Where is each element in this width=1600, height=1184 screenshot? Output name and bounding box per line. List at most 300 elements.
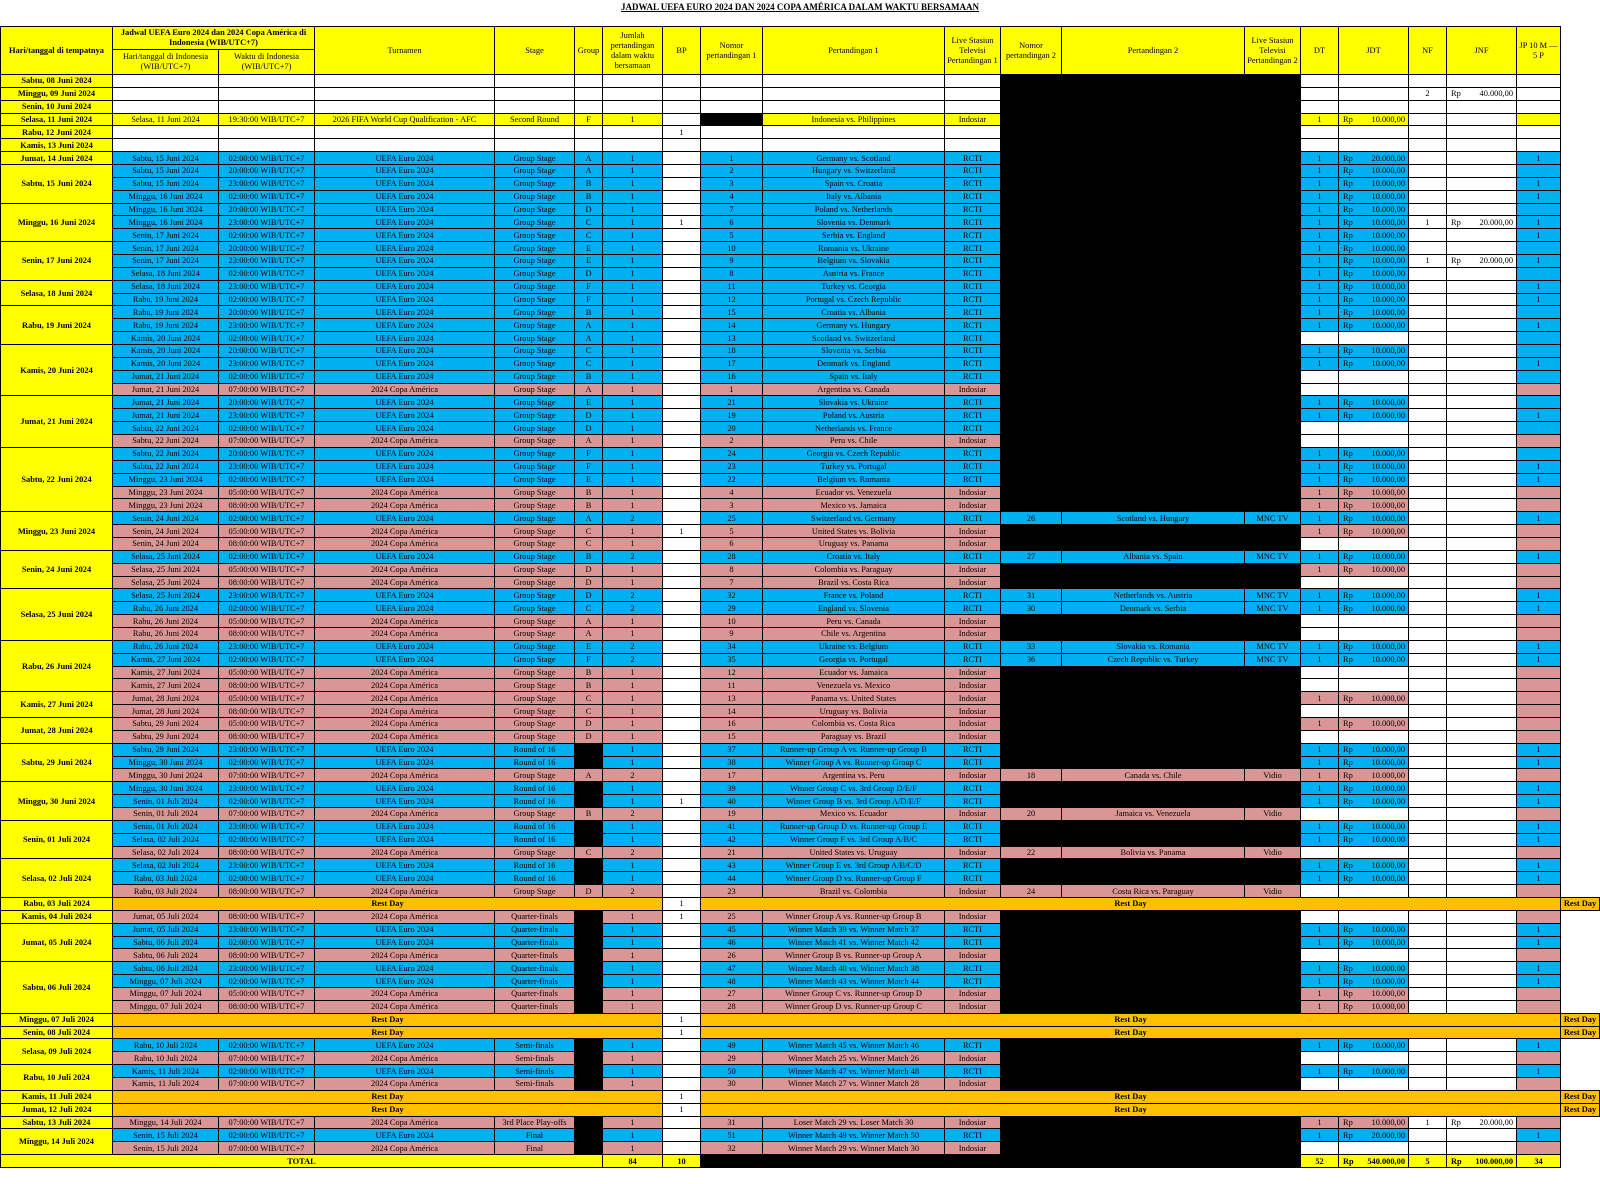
match1-cell: Hungary vs. Switzerland [763, 165, 945, 178]
match2-no-cell [1001, 525, 1062, 538]
match1-cell: Peru vs. Canada [763, 615, 945, 628]
dt-cell: 1 [1301, 152, 1339, 165]
match1-cell: Spain vs. Croatia [763, 177, 945, 190]
currency-label: Rp [1343, 590, 1353, 600]
currency-label: Rp [1343, 642, 1353, 652]
count-cell [603, 100, 663, 113]
match1-cell [763, 100, 945, 113]
tournament-cell [315, 75, 495, 88]
match1-no-cell: 39 [701, 782, 763, 795]
time-id-cell: 05:00:00 WIB/UTC+7 [219, 486, 315, 499]
count-cell: 1 [603, 1065, 663, 1078]
currency-label: Rp [1343, 938, 1353, 947]
match2-cell [1062, 306, 1245, 319]
rest-day-row [1, 1090, 1600, 1103]
tournament-cell: 2024 Copa América [315, 769, 495, 782]
match2-cell: Costa Rica vs. Paraguay [1062, 885, 1245, 898]
match2-cell [1062, 216, 1245, 229]
bp-cell [663, 447, 701, 460]
match1-cell: Winner Group D vs. Runner-up Group C [763, 1000, 945, 1013]
tv1-cell: RCTI [945, 962, 1001, 975]
tournament-cell: UEFA Euro 2024 [315, 280, 495, 293]
jp-cell [1517, 1052, 1561, 1065]
jdt-cell [1339, 576, 1409, 589]
match1-no-cell: 13 [701, 692, 763, 705]
tv2-cell: Vidio [1245, 885, 1301, 898]
date-id-cell [113, 75, 219, 88]
match1-no-cell: 23 [701, 885, 763, 898]
tournament-cell: UEFA Euro 2024 [315, 177, 495, 190]
bp-cell [663, 1065, 701, 1078]
bp-cell [663, 229, 701, 242]
tournament-cell: UEFA Euro 2024 [315, 1065, 495, 1078]
tv2-cell [1245, 203, 1301, 216]
nf-cell [1409, 705, 1447, 718]
currency-label: Rp [1343, 179, 1353, 189]
match1-cell: Romania vs. Ukraine [763, 242, 945, 255]
date-id-cell: Senin, 17 Juni 2024 [113, 242, 219, 255]
nf-cell [1409, 666, 1447, 679]
currency-label: Rp [1343, 307, 1353, 317]
stage-cell: Round of 16 [495, 795, 575, 808]
total-bp-cell: 10 [663, 1155, 701, 1168]
match1-no-cell: 18 [701, 345, 763, 358]
bp-cell [663, 1078, 701, 1091]
tv2-cell [1245, 525, 1301, 538]
match1-no-cell: 9 [701, 255, 763, 268]
table-row [1, 602, 1600, 615]
bp-cell [663, 627, 701, 640]
match2-no-cell: 26 [1001, 512, 1062, 525]
match1-cell: Winner Match 25 vs. Winner Match 26 [763, 1052, 945, 1065]
jdt-value: 10.000,00 [1371, 217, 1405, 227]
stage-cell: Semi-finals [495, 1052, 575, 1065]
jnf-cell [1447, 357, 1517, 370]
table-row [1, 422, 1600, 435]
tournament-cell: 2024 Copa América [315, 1078, 495, 1091]
match2-cell [1062, 319, 1245, 332]
col-count-header: Jumlah pertandingan dalam waktu bersamaan [603, 27, 663, 75]
jdt-cell [1339, 190, 1409, 203]
jp-cell [1517, 75, 1561, 88]
count-cell: 1 [603, 460, 663, 473]
jnf-cell [1447, 859, 1517, 872]
bp-cell [663, 75, 701, 88]
currency-label: Rp [1343, 153, 1353, 163]
currency-label: Rp [1343, 1002, 1353, 1012]
count-cell: 1 [603, 923, 663, 936]
tournament-cell: 2024 Copa América [315, 627, 495, 640]
nf-cell [1409, 332, 1447, 345]
match1-cell: Netherlands vs. France [763, 422, 945, 435]
time-id-cell: 02:00:00 WIB/UTC+7 [219, 653, 315, 666]
match1-cell: Poland vs. Austria [763, 409, 945, 422]
date-id-cell: Sabtu, 22 Juni 2024 [113, 435, 219, 448]
match2-no-cell [1001, 679, 1062, 692]
table-row [1, 795, 1600, 808]
jnf-cell [1447, 512, 1517, 525]
tournament-cell: 2024 Copa América [315, 730, 495, 743]
rest-day-cell: Rest Day [701, 1103, 1561, 1116]
jnf-cell [1447, 1000, 1517, 1013]
dt-cell: 1 [1301, 1039, 1339, 1052]
match1-no-cell: 12 [701, 666, 763, 679]
jp-cell: 1 [1517, 152, 1561, 165]
table-row [1, 717, 1600, 730]
dt-cell [1301, 1142, 1339, 1155]
dt-cell: 1 [1301, 820, 1339, 833]
match2-no-cell [1001, 756, 1062, 769]
group-cell: C [575, 216, 603, 229]
time-id-cell: 23:00:00 WIB/UTC+7 [219, 409, 315, 422]
jnf-cell [1447, 627, 1517, 640]
table-row [1, 499, 1600, 512]
match2-cell [1062, 1039, 1245, 1052]
jp-cell [1517, 730, 1561, 743]
match1-no-cell: 31 [701, 1116, 763, 1129]
jdt-cell [1339, 833, 1409, 846]
dt-cell: 1 [1301, 1000, 1339, 1013]
date-id-cell: Selasa, 02 Juli 2024 [113, 846, 219, 859]
match1-no-cell: 49 [701, 1039, 763, 1052]
total-nf-cell: 5 [1409, 1155, 1447, 1168]
match2-no-cell [1001, 910, 1062, 923]
table-row [1, 782, 1600, 795]
match1-no-cell: 6 [701, 537, 763, 550]
count-cell: 1 [603, 717, 663, 730]
dt-cell: 1 [1301, 589, 1339, 602]
match2-no-cell [1001, 370, 1062, 383]
jnf-cell [1447, 769, 1517, 782]
time-id-cell: 23:00:00 WIB/UTC+7 [219, 820, 315, 833]
time-id-cell: 07:00:00 WIB/UTC+7 [219, 1116, 315, 1129]
group-cell: D [575, 267, 603, 280]
time-id-cell [219, 139, 315, 152]
jnf-cell [1447, 486, 1517, 499]
dt-cell: 1 [1301, 203, 1339, 216]
currency-label: Rp [1343, 217, 1353, 227]
match1-no-cell: 16 [701, 370, 763, 383]
table-row [1, 293, 1600, 306]
count-cell: 1 [603, 936, 663, 949]
currency-label: Rp [1343, 1118, 1353, 1128]
jnf-cell [1447, 216, 1517, 229]
dt-cell [1301, 807, 1339, 820]
match1-cell: United States vs. Uruguay [763, 846, 945, 859]
bp-cell [663, 203, 701, 216]
time-id-cell: 05:00:00 WIB/UTC+7 [219, 988, 315, 1001]
match1-no-cell: 16 [701, 717, 763, 730]
date-id-cell: Sabtu, 29 Juni 2024 [113, 743, 219, 756]
match1-no-cell: 35 [701, 653, 763, 666]
tv1-cell: Indosiar [945, 807, 1001, 820]
table-row [1, 1142, 1600, 1155]
date-id-cell: Sabtu, 06 Juli 2024 [113, 936, 219, 949]
group-cell [575, 100, 603, 113]
tv2-cell [1245, 756, 1301, 769]
group-cell: B [575, 550, 603, 563]
match2-no-cell [1001, 615, 1062, 628]
currency-label: Rp [1451, 256, 1461, 266]
nf-cell [1409, 537, 1447, 550]
tv1-cell: RCTI [945, 589, 1001, 602]
bp-cell [663, 1039, 701, 1052]
group-cell: C [575, 345, 603, 358]
jp-cell: 1 [1517, 1129, 1561, 1142]
match1-no-cell: 26 [701, 949, 763, 962]
match1-no-cell: 45 [701, 923, 763, 936]
match2-cell [1062, 872, 1245, 885]
total-jnf-cell [1447, 1155, 1517, 1168]
match1-cell: Spain vs. Italy [763, 370, 945, 383]
tournament-cell: 2024 Copa América [315, 717, 495, 730]
group-cell: B [575, 499, 603, 512]
jdt-cell [1339, 203, 1409, 216]
tv1-cell: Indosiar [945, 846, 1001, 859]
jp-cell [1517, 267, 1561, 280]
table-row [1, 1129, 1600, 1142]
match2-cell [1062, 486, 1245, 499]
group-cell: D [575, 589, 603, 602]
jdt-cell [1339, 949, 1409, 962]
date-id-cell: Kamis, 27 Juni 2024 [113, 679, 219, 692]
tournament-cell: UEFA Euro 2024 [315, 512, 495, 525]
tournament-cell: 2024 Copa América [315, 537, 495, 550]
jp-cell [1517, 692, 1561, 705]
jp-cell [1517, 345, 1561, 358]
dt-cell: 1 [1301, 190, 1339, 203]
count-cell: 1 [603, 267, 663, 280]
total-count-cell: 84 [603, 1155, 663, 1168]
tv2-cell [1245, 975, 1301, 988]
match2-cell [1062, 345, 1245, 358]
match1-no-cell: 1 [701, 383, 763, 396]
stage-cell: Group Stage [495, 627, 575, 640]
jdt-cell [1339, 872, 1409, 885]
group-cell [575, 126, 603, 139]
day-label-cell: Selasa, 09 Juli 2024 [1, 1039, 113, 1065]
bp-cell [663, 576, 701, 589]
bp-cell [663, 190, 701, 203]
stage-cell: Group Stage [495, 357, 575, 370]
match1-cell: Slovenia vs. Denmark [763, 216, 945, 229]
tv2-cell [1245, 1052, 1301, 1065]
date-id-cell: Senin, 15 Juli 2024 [113, 1129, 219, 1142]
rest-day-cell: Rest Day [113, 1090, 663, 1103]
jp-cell [1517, 885, 1561, 898]
time-id-cell: 20:00:00 WIB/UTC+7 [219, 165, 315, 178]
stage-cell: Group Stage [495, 640, 575, 653]
currency-label: Rp [1451, 217, 1461, 227]
col-nf-header: NF [1409, 27, 1447, 75]
count-cell: 1 [603, 872, 663, 885]
jp-cell: 1 [1517, 460, 1561, 473]
dt-cell [1301, 885, 1339, 898]
count-cell: 2 [603, 589, 663, 602]
bp-cell [663, 499, 701, 512]
match1-cell: England vs. Slovenia [763, 602, 945, 615]
date-id-cell: Selasa, 02 Juli 2024 [113, 859, 219, 872]
col-jp-header: JP 10 M — 5 P [1517, 27, 1561, 75]
jp-cell [1517, 1142, 1561, 1155]
time-id-cell: 08:00:00 WIB/UTC+7 [219, 537, 315, 550]
time-id-cell: 08:00:00 WIB/UTC+7 [219, 576, 315, 589]
dt-cell: 1 [1301, 473, 1339, 486]
jp-cell: 1 [1517, 589, 1561, 602]
tv2-cell [1245, 1116, 1301, 1129]
stage-cell [495, 87, 575, 100]
stage-cell: Group Stage [495, 666, 575, 679]
table-row [1, 872, 1600, 885]
jnf-cell [1447, 923, 1517, 936]
time-id-cell: 23:00:00 WIB/UTC+7 [219, 460, 315, 473]
group-cell: D [575, 563, 603, 576]
table-row [1, 100, 1600, 113]
time-id-cell: 02:00:00 WIB/UTC+7 [219, 152, 315, 165]
bp-cell [663, 602, 701, 615]
match2-no-cell [1001, 267, 1062, 280]
bp-cell [663, 370, 701, 383]
bp-cell [663, 846, 701, 859]
date-id-cell: Senin, 17 Juni 2024 [113, 229, 219, 242]
match2-no-cell [1001, 319, 1062, 332]
jnf-cell [1447, 705, 1517, 718]
dt-cell [1301, 422, 1339, 435]
dt-cell: 1 [1301, 936, 1339, 949]
time-id-cell: 02:00:00 WIB/UTC+7 [219, 936, 315, 949]
nf-cell [1409, 306, 1447, 319]
col-date-id-header: Hari/tanggal di Indonesia (WIB/UTC+7) [113, 50, 219, 75]
tournament-cell: UEFA Euro 2024 [315, 962, 495, 975]
jdt-cell [1339, 730, 1409, 743]
day-label-cell: Rabu, 26 Juni 2024 [1, 640, 113, 691]
match1-cell: Turkey vs. Portugal [763, 460, 945, 473]
time-id-cell: 23:00:00 WIB/UTC+7 [219, 962, 315, 975]
jnf-cell [1447, 447, 1517, 460]
jnf-cell [1447, 293, 1517, 306]
date-id-cell: Senin, 01 Juli 2024 [113, 820, 219, 833]
time-id-cell: 07:00:00 WIB/UTC+7 [219, 435, 315, 448]
dt-cell [1301, 1078, 1339, 1091]
tournament-cell: 2024 Copa América [315, 807, 495, 820]
match2-no-cell [1001, 486, 1062, 499]
tournament-cell: UEFA Euro 2024 [315, 589, 495, 602]
stage-cell: Group Stage [495, 190, 575, 203]
tournament-cell: UEFA Euro 2024 [315, 165, 495, 178]
jdt-value: 10.000,00 [1371, 822, 1405, 832]
bp-cell: 1 [663, 1090, 701, 1103]
jnf-cell [1447, 1065, 1517, 1078]
currency-label: Rp [1343, 115, 1353, 124]
match2-no-cell [1001, 1052, 1062, 1065]
tv1-cell [945, 87, 1001, 100]
nf-cell [1409, 177, 1447, 190]
tv2-cell: MNC TV [1245, 589, 1301, 602]
match2-cell [1062, 1052, 1245, 1065]
currency-label: Rp [1343, 320, 1353, 330]
match2-no-cell: 22 [1001, 846, 1062, 859]
match1-no-cell: 32 [701, 589, 763, 602]
count-cell: 1 [603, 1129, 663, 1142]
count-cell: 1 [603, 370, 663, 383]
currency-label: Rp [1343, 256, 1353, 266]
date-id-cell: Minggu, 07 Juli 2024 [113, 1000, 219, 1013]
match2-cell [1062, 1078, 1245, 1091]
dt-cell: 1 [1301, 293, 1339, 306]
bp-cell [663, 589, 701, 602]
match2-no-cell [1001, 447, 1062, 460]
group-cell: B [575, 306, 603, 319]
match2-cell [1062, 126, 1245, 139]
group-cell: A [575, 165, 603, 178]
currency-label: Rp [1343, 745, 1353, 755]
match1-cell: Uruguay vs. Bolivia [763, 705, 945, 718]
count-cell: 1 [603, 859, 663, 872]
date-id-cell [113, 87, 219, 100]
bp-cell [663, 1052, 701, 1065]
total-jnf-value: 100.000,00 [1475, 1156, 1513, 1166]
group-cell [575, 833, 603, 846]
tv2-cell [1245, 679, 1301, 692]
table-row [1, 1039, 1600, 1052]
group-cell [575, 743, 603, 756]
match2-cell [1062, 563, 1245, 576]
tournament-cell: UEFA Euro 2024 [315, 975, 495, 988]
jdt-value: 10.000,00 [1371, 770, 1405, 780]
match2-cell [1062, 666, 1245, 679]
stage-cell: Group Stage [495, 447, 575, 460]
count-cell: 2 [603, 512, 663, 525]
group-cell: B [575, 679, 603, 692]
match2-no-cell: 24 [1001, 885, 1062, 898]
count-cell: 1 [603, 255, 663, 268]
jp-cell [1517, 139, 1561, 152]
dt-cell: 1 [1301, 242, 1339, 255]
match2-no-cell [1001, 383, 1062, 396]
match1-cell: Poland vs. Netherlands [763, 203, 945, 216]
jdt-cell [1339, 615, 1409, 628]
date-id-cell: Sabtu, 15 Juni 2024 [113, 165, 219, 178]
jp-cell [1517, 87, 1561, 100]
match2-no-cell [1001, 730, 1062, 743]
day-label-cell: Rabu, 10 Juli 2024 [1, 1065, 113, 1091]
match2-no-cell [1001, 152, 1062, 165]
date-id-cell: Sabtu, 22 Juni 2024 [113, 422, 219, 435]
rest-day-cell: Rest Day [701, 1090, 1561, 1103]
jdt-value: 10.000,00 [1371, 269, 1405, 279]
time-id-cell: 08:00:00 WIB/UTC+7 [219, 949, 315, 962]
jnf-cell [1447, 550, 1517, 563]
jnf-cell [1447, 499, 1517, 512]
nf-cell [1409, 859, 1447, 872]
table-row [1, 152, 1600, 165]
dt-cell [1301, 100, 1339, 113]
nf-cell [1409, 139, 1447, 152]
date-id-cell: Kamis, 11 Juli 2024 [113, 1078, 219, 1091]
tv2-cell [1245, 795, 1301, 808]
dt-cell: 1 [1301, 743, 1339, 756]
stage-cell: Group Stage [495, 203, 575, 216]
stage-cell: Group Stage [495, 885, 575, 898]
group-cell: D [575, 203, 603, 216]
tv2-cell [1245, 833, 1301, 846]
jnf-cell [1447, 126, 1517, 139]
time-id-cell: 02:00:00 WIB/UTC+7 [219, 332, 315, 345]
date-id-cell: Rabu, 26 Juni 2024 [113, 602, 219, 615]
tv1-cell: RCTI [945, 820, 1001, 833]
jp-cell [1517, 563, 1561, 576]
match1-no-cell: 6 [701, 216, 763, 229]
